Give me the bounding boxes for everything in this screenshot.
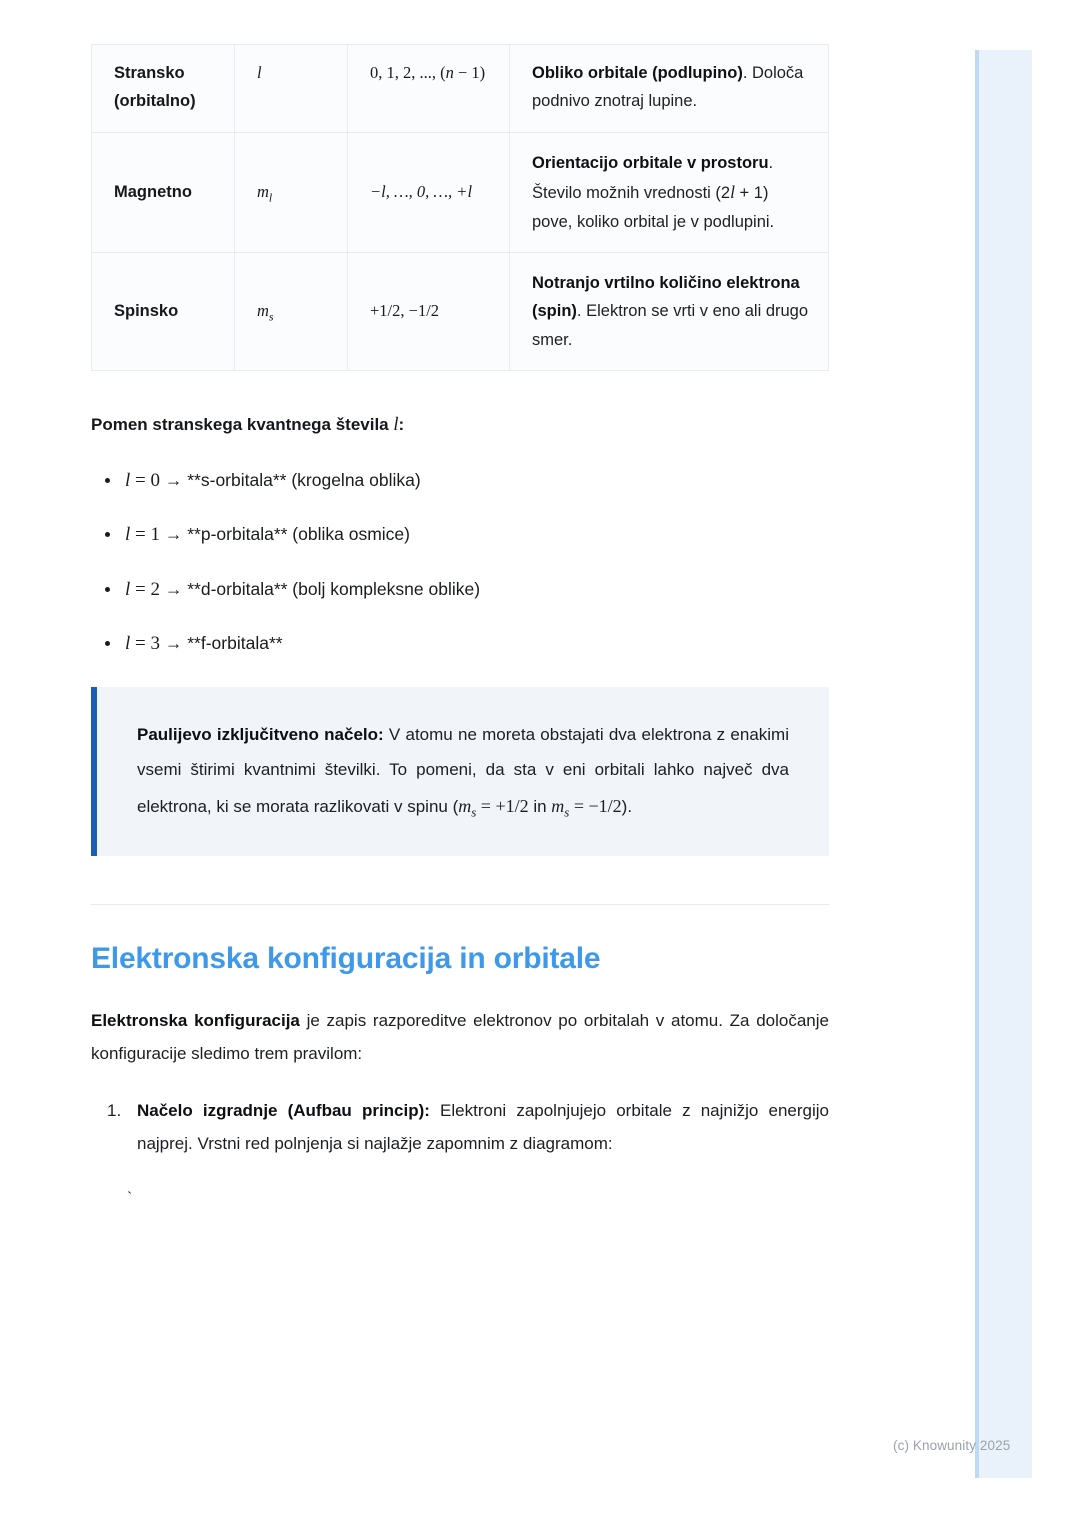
list-item xyxy=(125,630,829,659)
arrow-icon: → xyxy=(164,469,183,490)
intro-text: je zapis razporeditve elektronov po orbitalah v atomu. Za določanje konfiguracije sledimo trem pravilom: xyxy=(91,1010,829,1063)
table-cell-name xyxy=(92,132,235,252)
configuration-rules-list xyxy=(91,1094,829,1160)
list-item-text: **p-orbitala** (oblika osmice) xyxy=(187,524,410,545)
table-cell-description xyxy=(510,252,829,370)
page-title: Elektronska konfiguracija in orbitale xyxy=(91,941,601,975)
list-item xyxy=(137,1094,829,1160)
description-bold: Obliko orbitale (podlupino) xyxy=(532,64,743,82)
intro-bold-term: Elektronska konfiguracija xyxy=(91,1010,300,1030)
equation-variable: l xyxy=(125,469,131,491)
callout-eq2-base: m xyxy=(551,795,565,816)
subheading-colon: : xyxy=(398,415,405,434)
description-mid: . Število možnih vrednosti (2 xyxy=(532,153,774,203)
equation-variable: l xyxy=(125,524,131,546)
description-bold: Notranjo vrtilno količino elektrona (spin) xyxy=(532,273,800,321)
values-part1: 0, 1, 2, ..., ( xyxy=(370,63,446,82)
table-cell-symbol xyxy=(235,132,348,252)
list-item xyxy=(125,467,829,496)
table-row xyxy=(92,45,829,133)
quantum-numbers-table xyxy=(91,44,829,371)
right-page-band xyxy=(975,50,1032,1478)
symbol-m-base: m xyxy=(257,301,269,321)
symbol-m-sub: s xyxy=(268,309,274,324)
values-variable-n: n xyxy=(445,63,454,82)
list-item xyxy=(125,521,829,550)
table-row xyxy=(92,252,829,370)
equation-variable: l xyxy=(125,633,131,655)
equation-value: = 0 xyxy=(130,469,160,491)
subheading-orbital-quantum-number xyxy=(91,411,829,441)
copyright-watermark: (c) Knowunity 2025 xyxy=(893,1438,1011,1453)
callout-eq1-base: m xyxy=(458,795,472,816)
rule-title: Načelo izgradnje (Aufbau princip): xyxy=(137,1101,430,1121)
rule-text: Elektroni zapolnjujejo orbitale z najnižjo energijo najprej. Vrstni red polnjenja si najlažje zapomnim z diagramom: xyxy=(137,1101,829,1154)
orbital-types-list xyxy=(91,467,829,659)
list-item xyxy=(125,576,829,605)
table-cell-description xyxy=(510,132,829,252)
pauli-exclusion-callout xyxy=(91,687,829,856)
code-fence-marker: ` xyxy=(125,1190,135,1208)
arrow-icon: → xyxy=(164,578,183,599)
arrow-icon: → xyxy=(164,524,183,545)
callout-eq1-rest: = +1/2 xyxy=(476,795,529,816)
equation xyxy=(125,633,160,654)
equation xyxy=(125,579,160,600)
table-cell-symbol xyxy=(235,252,348,370)
callout-body: V atomu ne moreta obstajati dva elektrona z enakimi vsemi štirimi kvantnimi številki. To pomeni, da sta v eni orbitali lahko največ dva elektrona, ki se morata razlikovati v spinu ( xyxy=(137,724,789,816)
list-item-text: **s-orbitala** (krogelna oblika) xyxy=(187,469,421,490)
row-name-line2: (orbitalno) xyxy=(114,92,196,111)
row-name-line1: Stransko xyxy=(114,64,185,82)
document-content xyxy=(91,44,829,1207)
equation-value: = 3 xyxy=(130,633,160,655)
row-name: Magnetno xyxy=(114,183,192,202)
arrow-icon: → xyxy=(164,633,183,654)
callout-conjunction: in xyxy=(528,796,552,816)
intro-paragraph xyxy=(91,1004,829,1070)
subheading-text: Pomen stranskega kvantnega števila xyxy=(91,415,394,434)
description-rest: . Določa podnivo znotraj lupine. xyxy=(532,64,804,111)
symbol-m-sub: l xyxy=(268,190,273,205)
row-name: Spinsko xyxy=(114,302,179,321)
table-cell-values xyxy=(348,132,510,252)
values-spin: +1/2, −1/2 xyxy=(370,301,440,321)
description-variable-l: l xyxy=(730,182,735,203)
equation-value: = 2 xyxy=(130,578,160,600)
callout-eq1-sub: s xyxy=(471,804,477,820)
section-divider xyxy=(91,904,829,905)
table-cell-symbol xyxy=(235,45,348,133)
table-cell-name xyxy=(92,252,235,370)
subheading-symbol: l xyxy=(393,415,399,435)
table-row xyxy=(92,132,829,252)
equation-value: = 1 xyxy=(130,524,160,546)
callout-eq2-sub: s xyxy=(564,804,570,820)
symbol-m-base: m xyxy=(257,182,269,202)
table-cell-name xyxy=(92,45,235,133)
values-range: −l, …, 0, …, +l xyxy=(370,182,473,202)
table-cell-values xyxy=(348,252,510,370)
right-page-band-edge xyxy=(975,50,979,1478)
list-item-text: **d-orbitala** (bolj kompleksne oblike) xyxy=(187,578,481,599)
callout-body-end: ). xyxy=(621,796,633,816)
symbol-l: l xyxy=(257,63,262,82)
values-part2: − 1) xyxy=(453,63,486,82)
table-cell-values xyxy=(348,45,510,133)
table-cell-description xyxy=(510,45,829,133)
callout-title: Paulijevo izključitveno načelo: xyxy=(137,724,384,744)
equation xyxy=(125,524,160,545)
equation-variable: l xyxy=(125,578,131,600)
list-item-text: **f-orbitala** xyxy=(187,633,283,654)
description-rest: . Elektron se vrti v eno ali drugo smer. xyxy=(532,302,809,349)
callout-eq2-rest: = −1/2 xyxy=(569,795,622,816)
description-bold: Orientacijo orbitale v prostoru xyxy=(532,153,769,172)
equation xyxy=(125,470,160,491)
description-rest: + 1) pove, koliko orbital je v podlupini. xyxy=(532,184,775,231)
